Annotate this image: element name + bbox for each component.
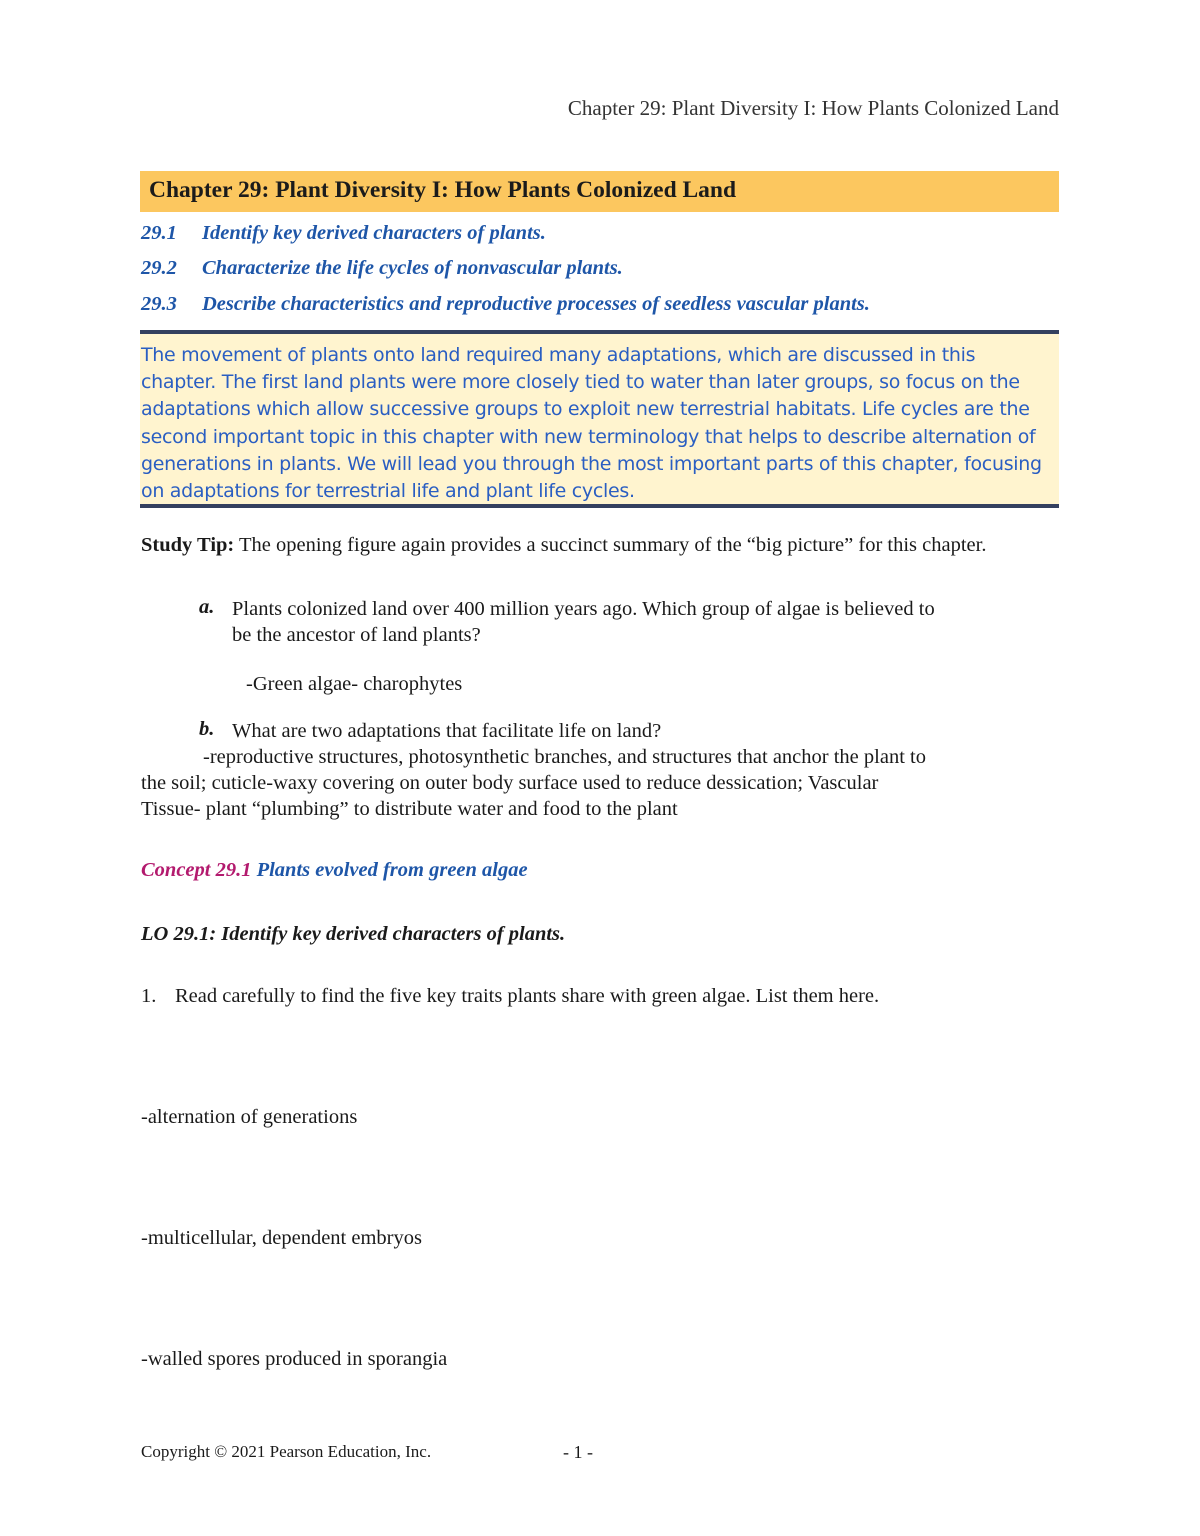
intro-line: chapter. The first land plants were more closely tied to water than later groups, so focus on the: [141, 371, 1020, 394]
answer-item: -alternation of generations: [141, 1106, 358, 1128]
question-b-marker: b.: [199, 718, 215, 740]
question-b-answer-line: Tissue- plant “plumbing” to distribute water and food to the plant: [141, 798, 678, 820]
question-a-marker: a.: [199, 596, 215, 618]
study-tip-label: Study Tip:: [141, 534, 235, 556]
question-a-text: [232, 596, 935, 648]
intro-line: The movement of plants onto land required many adaptations, which are discussed in this: [141, 344, 976, 366]
question-b-text: What are two adaptations that facilitate life on land?: [232, 720, 662, 742]
question-1-text: Read carefully to find the five key traits plants share with green algae. List them here.: [175, 985, 880, 1007]
objective-number: 29.2: [141, 257, 177, 279]
study-tip: [141, 532, 1061, 558]
objective-text: Characterize the life cycles of nonvascular plants.: [202, 257, 623, 279]
answer-item: -multicellular, dependent embryos: [141, 1227, 422, 1249]
intro-line: generations in plants. We will lead you through the most important parts of this chapter, focusing: [141, 452, 1042, 475]
intro-line: on adaptations for terrestrial life and plant life cycles.: [141, 480, 635, 503]
question-a-line: Plants colonized land over 400 million years ago. Which group of algae is believed to: [232, 598, 935, 620]
footer-copyright: Copyright © 2021 Pearson Education, Inc.: [141, 1442, 432, 1461]
objective-number: 29.3: [141, 293, 177, 315]
concept-label: Concept 29.1: [141, 859, 252, 881]
question-b-answer-line: the soil; cuticle-waxy covering on outer body surface used to reduce dessication; Vascular: [141, 772, 879, 794]
concept-heading: [141, 859, 528, 882]
footer-page-number: - 1 -: [563, 1442, 593, 1462]
question-a-answer: -Green algae- charophytes: [246, 673, 463, 695]
study-tip-text: The opening figure again provides a succinct summary of the “big picture” for this chapter.: [234, 534, 987, 556]
intro-line: adaptations which allow successive groups to exploit new terrestrial habitats. Life cycles are the: [141, 398, 1030, 421]
chapter-title: Chapter 29: Plant Diversity I: How Plants Colonized Land: [149, 177, 737, 203]
question-b-answer: [141, 744, 1081, 822]
intro-box: [140, 330, 1059, 508]
intro-paragraph: [141, 342, 1059, 505]
question-a-line: be the ancestor of land plants?: [232, 624, 481, 646]
chapter-title-bar: [140, 171, 1059, 212]
objective-text: Identify key derived characters of plants.: [202, 222, 546, 244]
running-header: Chapter 29: Plant Diversity I: How Plants Colonized Land: [567, 96, 1059, 120]
question-b-answer-line: -reproductive structures, photosynthetic branches, and structures that anchor the plant to: [203, 746, 926, 768]
concept-title: Plants evolved from green algae: [251, 859, 528, 881]
answer-item: -walled spores produced in sporangia: [141, 1348, 448, 1370]
lo-heading: LO 29.1: Identify key derived characters of plants.: [141, 923, 566, 945]
objective-text: Describe characteristics and reproductive processes of seedless vascular plants.: [202, 293, 870, 315]
question-1-number: 1.: [141, 985, 157, 1007]
intro-line: second important topic in this chapter with new terminology that helps to describe alternation of: [141, 425, 1036, 448]
objective-number: 29.1: [141, 222, 177, 244]
